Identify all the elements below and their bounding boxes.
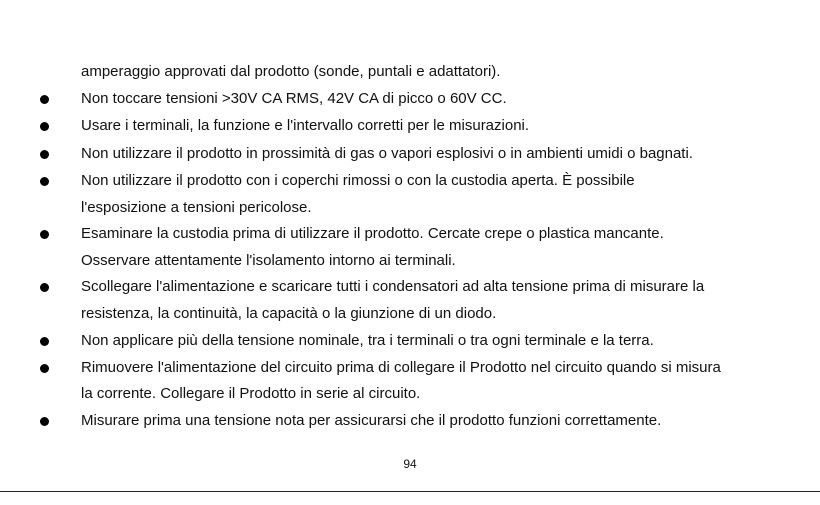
bullet-icon: [40, 364, 49, 373]
list-item-covers-removed: Non utilizzare il prodotto con i coperchi rimossi o con la custodia aperta. È possibile: [81, 172, 635, 189]
bullet-icon: [40, 150, 49, 159]
list-item-rated-voltage: Non applicare più della tensione nominale, tra i terminali o tra ogni terminale e la terra.: [81, 332, 654, 349]
list-item-disconnect-power: Scollegare l'alimentazione e scaricare tutti i condensatori ad alta tensione prima di misurare la: [81, 278, 705, 295]
footer-divider: [0, 491, 820, 492]
bullet-icon: [40, 417, 49, 426]
text-line-continuation: amperaggio approvati dal prodotto (sonde, puntali e adattatori).: [81, 63, 501, 80]
list-item-explosive-gas: Non utilizzare il prodotto in prossimità di gas o vapori esplosivi o in ambienti umidi o bagnati.: [81, 145, 693, 162]
list-item-remove-power: Rimuovere l'alimentazione del circuito prima di collegare il Prodotto nel circuito quando si misura: [81, 359, 721, 376]
list-item-remove-power-cont: la corrente. Collegare il Prodotto in serie al circuito.: [81, 385, 421, 402]
bullet-icon: [40, 177, 49, 186]
bullet-icon: [40, 283, 49, 292]
bullet-icon: [40, 122, 49, 131]
list-item-examine-case: Esaminare la custodia prima di utilizzare il prodotto. Cercate crepe o plastica mancante.: [81, 225, 664, 242]
list-item-voltage-limit: Non toccare tensioni >30V CA RMS, 42V CA di picco o 60V CC.: [81, 90, 507, 107]
list-item-covers-removed-cont: l'esposizione a tensioni pericolose.: [81, 199, 312, 216]
list-item-correct-terminals: Usare i terminali, la funzione e l'intervallo corretti per le misurazioni.: [81, 117, 530, 134]
bullet-icon: [40, 337, 49, 346]
bullet-icon: [40, 230, 49, 239]
page-number: 94: [403, 457, 417, 471]
list-item-known-voltage: Misurare prima una tensione nota per assicurarsi che il prodotto funzioni correttamente.: [81, 412, 662, 429]
list-item-examine-case-cont: Osservare attentamente l'isolamento intorno ai terminali.: [81, 252, 456, 269]
bullet-icon: [40, 95, 49, 104]
list-item-disconnect-power-cont: resistenza, la continuità, la capacità o la giunzione di un diodo.: [81, 305, 497, 322]
